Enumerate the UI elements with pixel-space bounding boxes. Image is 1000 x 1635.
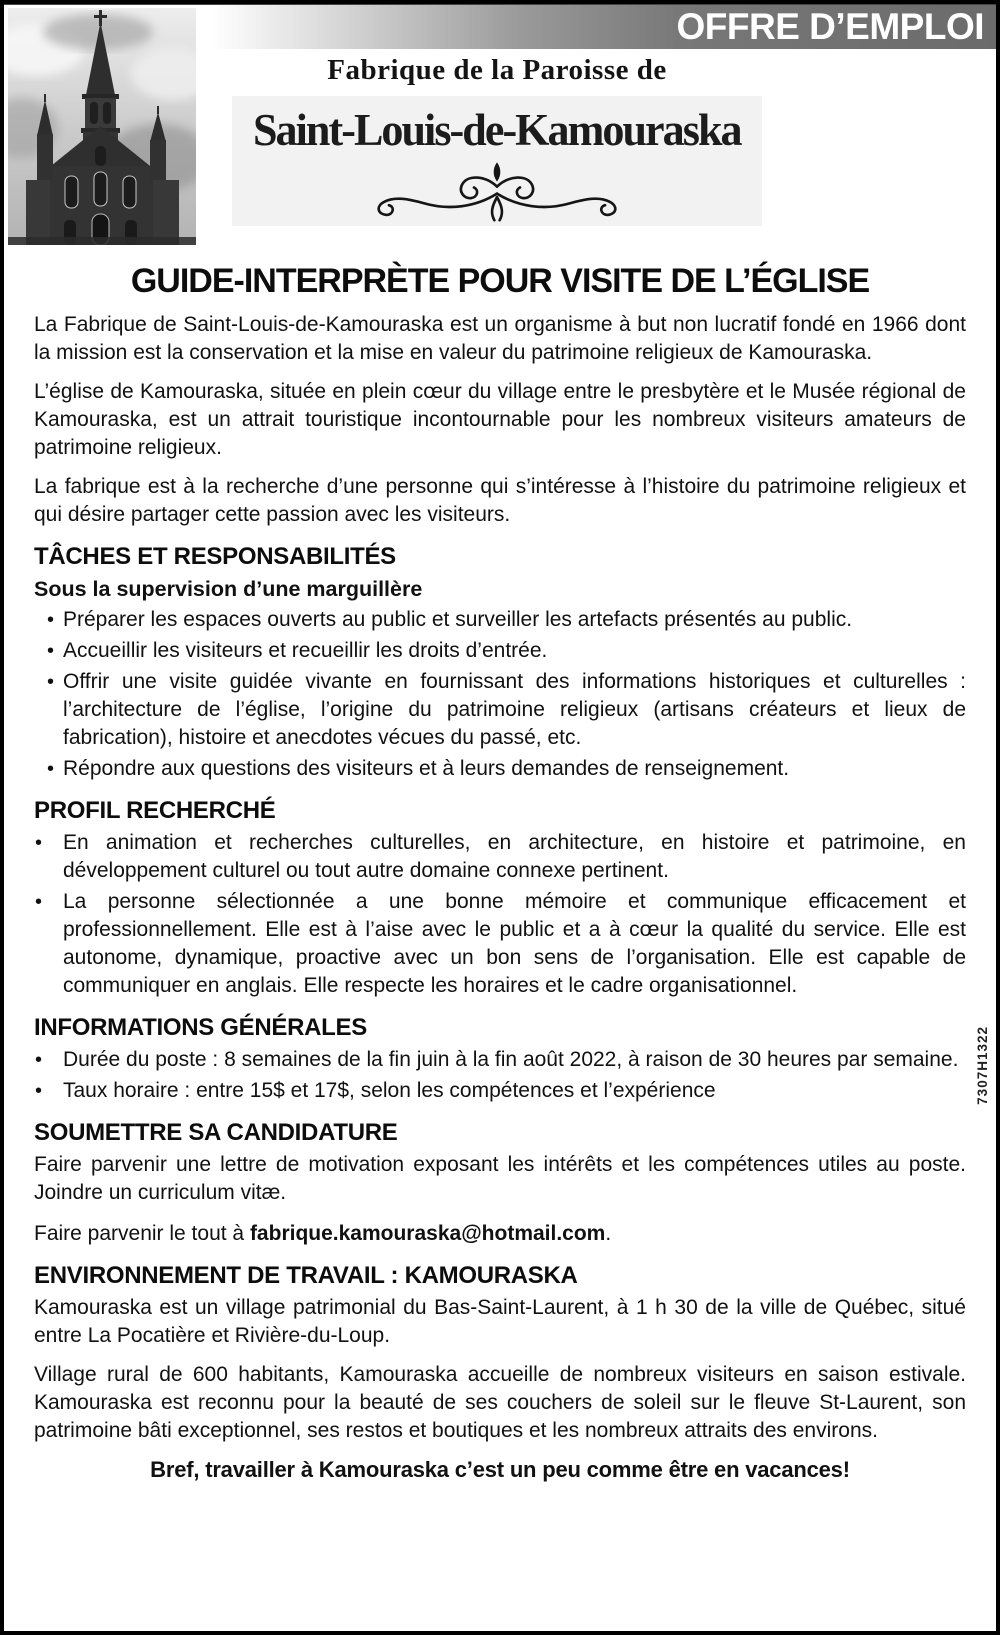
header — [4, 4, 996, 250]
list-item — [34, 637, 966, 665]
banner-title: OFFRE D’EMPLOI — [676, 6, 984, 47]
list-item-text: Taux horaire : entre 15$ et 17$, selon les compétences et l’expérience — [63, 1079, 716, 1102]
bullet-icon: • — [47, 640, 55, 662]
flourish-ornament-icon — [362, 160, 632, 222]
bullet-icon: • — [35, 832, 43, 854]
contact-line — [34, 1220, 966, 1248]
profil-list — [34, 829, 966, 1000]
church-photo-image — [8, 8, 196, 245]
environnement-paragraph: Kamouraska est un village patrimonial du Bas-Saint-Laurent, à 1 h 30 de la ville de Québec, situé entre La Pocatière et Rivière-du-Loup. — [34, 1296, 966, 1347]
intro-paragraph: L’église de Kamouraska, située en plein cœur du village entre le presbytère et le Musée régional de Kamouraska, est un attrait touristique incontournable pour les nombreux visiteurs amateurs de patrimoine religieux. — [34, 380, 966, 459]
ad-id: 7307H1322 — [975, 1026, 990, 1105]
section-heading-infos: INFORMATIONS GÉNÉRALES — [34, 1014, 367, 1041]
infos-list — [34, 1046, 966, 1105]
list-item-text: Préparer les espaces ouverts au public et surveiller les artefacts présentés au public. — [63, 608, 853, 631]
page-title: GUIDE-INTERPRÈTE POUR VISITE DE L’ÉGLISE — [130, 262, 870, 300]
bullet-icon: • — [35, 1049, 43, 1071]
section-heading-taches: TÂCHES ET RESPONSABILITÉS — [34, 543, 396, 570]
taches-list — [34, 606, 966, 783]
list-item-text: Accueillir les visiteurs et recueillir les droits d’entrée. — [63, 639, 548, 662]
organization-name: Fabrique de la Paroisse de — [327, 54, 667, 86]
list-item — [34, 606, 966, 634]
contact-suffix: . — [605, 1222, 612, 1245]
section-heading-candidature: SOUMETTRE SA CANDIDATURE — [34, 1119, 398, 1146]
bullet-icon: • — [47, 609, 55, 631]
bullet-icon: • — [35, 891, 43, 913]
bullet-icon: • — [47, 671, 55, 693]
list-item — [34, 1077, 966, 1105]
environnement-paragraph: Village rural de 600 habitants, Kamouraska accueille de nombreux visiteurs en saison estivale. Kamouraska est reconnu pour la beauté de ses couchers de soleil sur le fleuve St-Laurent, son patrimoine bâti exceptionnel, ses restos et boutiques et les nombreux attraits des environs. — [34, 1363, 966, 1442]
list-item — [34, 668, 966, 752]
contact-prefix: Faire parvenir le tout à — [34, 1222, 250, 1245]
list-item — [34, 1046, 966, 1074]
list-item — [34, 829, 966, 885]
parish-name: Saint-Louis-de-Kamouraska — [253, 105, 741, 155]
intro-paragraph: La fabrique est à la recherche d’une personne qui s’intéresse à l’histoire du patrimoine religieux et qui désire partager cette passion avec les visiteurs. — [34, 475, 966, 526]
church-photo — [8, 8, 196, 245]
list-item-text: Répondre aux questions des visiteurs et à leurs demandes de renseignement. — [63, 757, 790, 780]
section-heading-environnement: ENVIRONNEMENT DE TRAVAIL : KAMOURASKA — [34, 1262, 578, 1289]
list-item-text: La personne sélectionnée a une bonne mémoire et communique efficacement et professionnellement. Elle est à l’aise avec le public et a à cœur la qualité du service. Elle est autonome, dynamique, proactive avec un bon sens de l’organisation. Elle est capable de communiquer en anglais. Elle respecte les horaires et le cadre organisationnel. — [63, 890, 966, 997]
parish-name-box — [232, 96, 762, 226]
contact-email: fabrique.kamouraska@hotmail.com — [249, 1222, 606, 1245]
masthead — [232, 54, 762, 226]
body-text — [4, 301, 996, 1484]
list-item — [34, 888, 966, 1000]
list-item-text: Offrir une visite guidée vivante en fournissant des informations historiques et culturelles : l’architecture de l’église, l’origine du patrimoine religieux (artisans créateurs et lieux de fabrication), histoire et anecdotes vécues du passé, etc. — [63, 670, 966, 749]
section-subheading-taches: Sous la supervision d’une marguillère — [34, 577, 423, 601]
bullet-icon: • — [47, 758, 55, 780]
candidature-paragraph: Faire parvenir une lettre de motivation exposant les intérêts et les compétences utiles au poste. Joindre un curriculum vitæ. — [34, 1153, 966, 1204]
intro-paragraph: La Fabrique de Saint-Louis-de-Kamouraska est un organisme à but non lucratif fondé en 1966 dont la mission est la conservation et la mise en valeur du patrimoine religieux de Kamouraska. — [34, 313, 966, 364]
bullet-icon: • — [35, 1080, 43, 1102]
list-item-text: En animation et recherches culturelles, en architecture, en histoire et patrimoine, en développement culturel ou tout autre domaine connexe pertinent. — [63, 831, 966, 882]
section-heading-profil: PROFIL RECHERCHÉ — [34, 797, 276, 824]
list-item-text: Durée du poste : 8 semaines de la fin juin à la fin août 2022, à raison de 30 heures par semaine. — [63, 1048, 959, 1071]
closing-line: Bref, travailler à Kamouraska c’est un peu comme être en vacances! — [150, 1457, 850, 1482]
list-item — [34, 755, 966, 783]
